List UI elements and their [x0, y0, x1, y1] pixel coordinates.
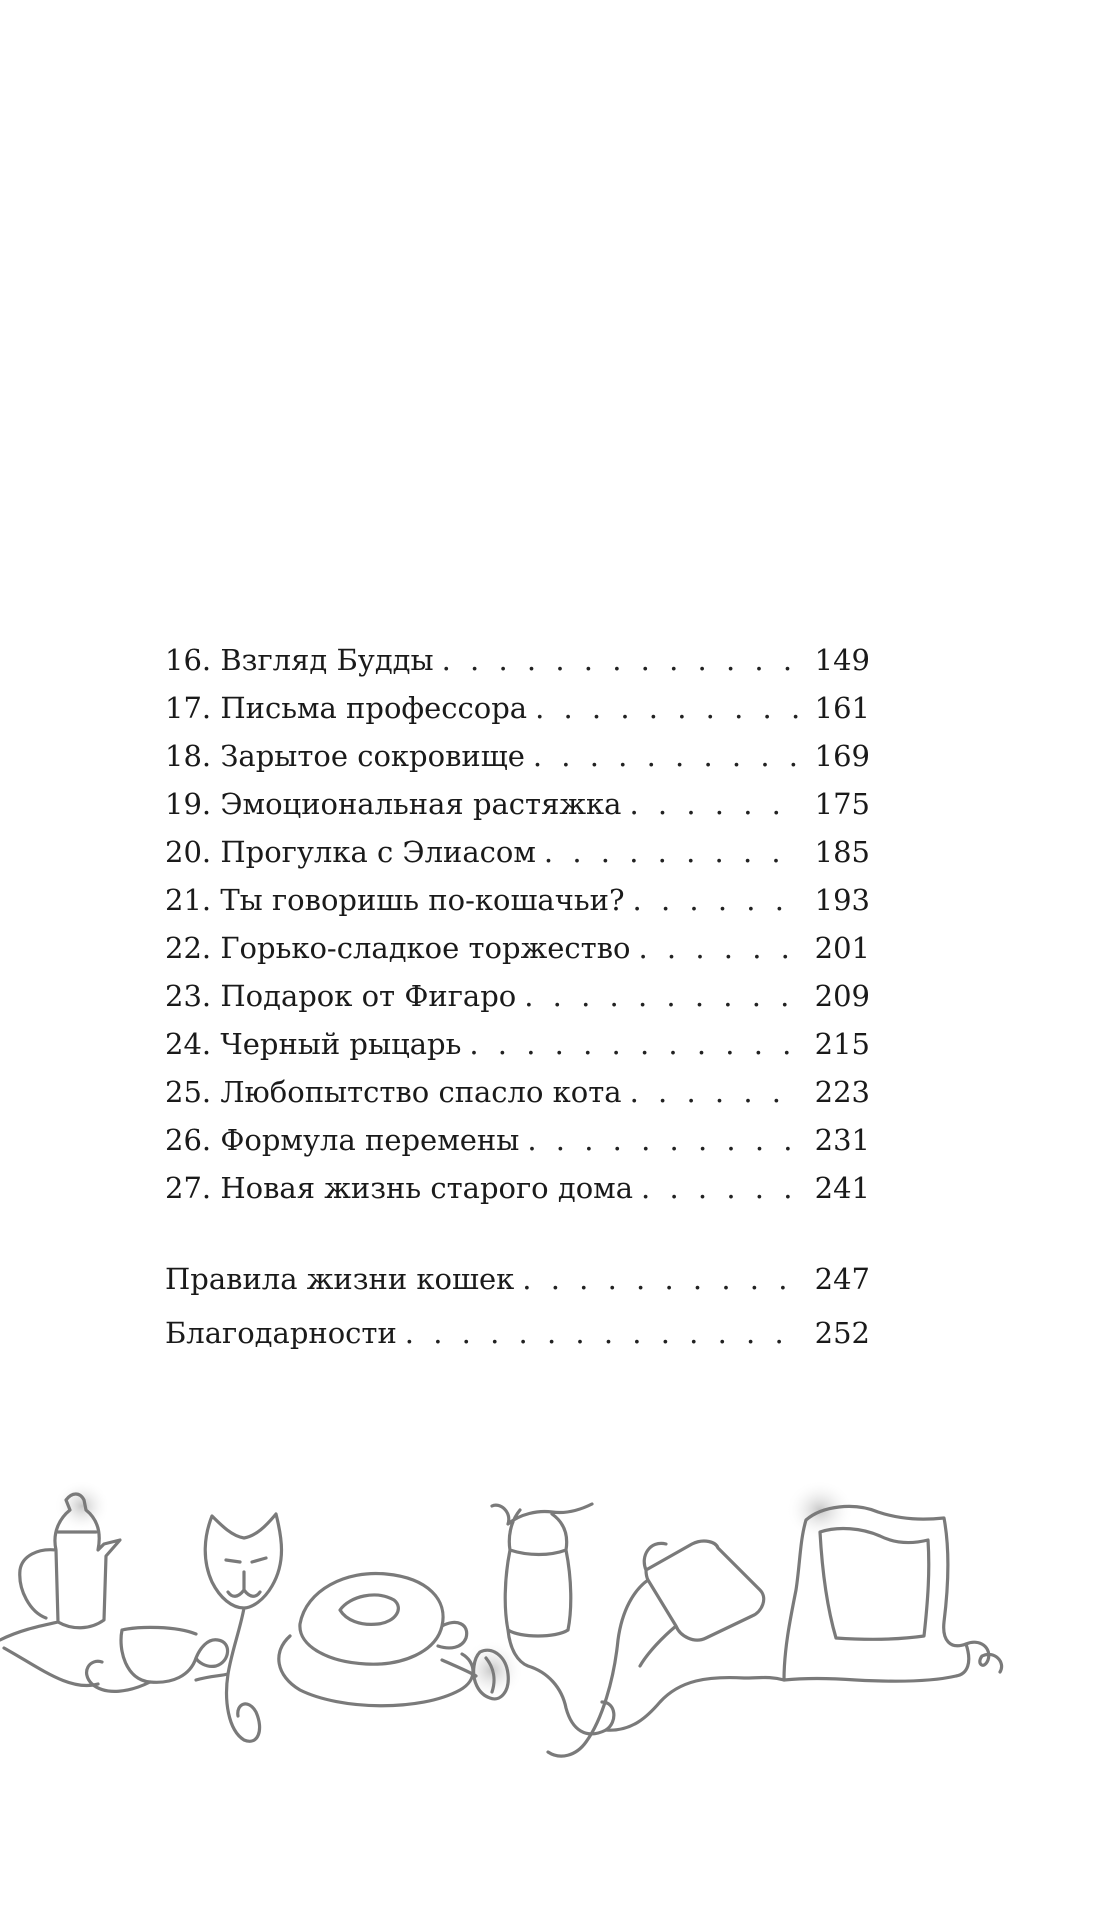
toc-entry-title: 19. Эмоциональная растяжка: [165, 787, 622, 821]
toc-dot-leader: [641, 1164, 801, 1212]
toc-entry: [165, 924, 870, 972]
toc-entry-page-number: 241: [814, 1171, 870, 1205]
toc-entry-page-number: 201: [814, 931, 870, 965]
toc-entry: [165, 780, 870, 828]
toc-entry-page-number: 161: [814, 691, 870, 725]
appendix-list: [165, 1252, 870, 1360]
toc-entry-page-number: 169: [814, 739, 870, 773]
toc-entry-title: Благодарности: [165, 1316, 397, 1350]
toc-entry-title: 20. Прогулка с Элиасом: [165, 835, 536, 869]
toc-entry: [165, 1068, 870, 1116]
toc-dot-leader: [527, 1116, 800, 1164]
toc-dot-leader: [639, 924, 801, 972]
toc-dot-leader: [535, 684, 801, 732]
toc-entry-title: 26. Формула перемены: [165, 1123, 520, 1157]
toc-entry-page-number: 209: [814, 979, 870, 1013]
table-of-contents: [165, 636, 870, 1360]
toc-dot-leader: [544, 828, 801, 876]
toc-entry: [165, 636, 870, 684]
toc-entry-title: Правила жизни кошек: [165, 1262, 515, 1296]
line-art-cat-and-coffee-illustration: [0, 1440, 1100, 1780]
toc-entry: [165, 828, 870, 876]
toc-dot-leader: [442, 636, 801, 684]
toc-entry-page-number: 215: [814, 1027, 870, 1061]
toc-entry-title: 23. Подарок от Фигаро: [165, 979, 517, 1013]
toc-entry: [165, 1164, 870, 1212]
toc-entry-title: 25. Любопытство спасло кота: [165, 1075, 622, 1109]
toc-entry-title: 22. Горько-сладкое торжество: [165, 931, 631, 965]
toc-entry-page-number: 193: [814, 883, 870, 917]
toc-dot-leader: [524, 972, 800, 1020]
toc-dot-leader: [633, 876, 801, 924]
toc-dot-leader: [469, 1020, 800, 1068]
toc-entry-title: 21. Ты говоришь по-кошачьи?: [165, 883, 625, 917]
toc-entry-page-number: 231: [814, 1123, 870, 1157]
toc-entry-title: 17. Письма профессора: [165, 691, 528, 725]
toc-entry-page-number: 185: [814, 835, 870, 869]
toc-entry-title: 27. Новая жизнь старого дома: [165, 1171, 634, 1205]
toc-entry: [165, 1306, 870, 1360]
chapter-list: [165, 636, 870, 1212]
toc-entry: [165, 972, 870, 1020]
toc-dot-leader: [629, 780, 800, 828]
small-cup-icon: [87, 1627, 228, 1691]
toc-spacer: [165, 1212, 870, 1252]
toc-entry-page-number: 175: [814, 787, 870, 821]
toc-entry-page-number: 149: [814, 643, 870, 677]
toc-entry-title: 18. Зарытое сокровище: [165, 739, 525, 773]
coffee-cup-icon: [279, 1573, 473, 1705]
milk-jug-icon: [548, 1541, 764, 1756]
toc-entry-page-number: 247: [814, 1262, 870, 1296]
toc-dot-leader: [405, 1306, 801, 1360]
toc-dot-leader: [630, 1068, 801, 1116]
toc-entry: [165, 684, 870, 732]
toc-entry: [165, 876, 870, 924]
cat-head-icon: [205, 1514, 281, 1741]
toc-entry-page-number: 252: [814, 1316, 870, 1350]
toc-entry: [165, 1020, 870, 1068]
coffee-grinder-icon: [492, 1504, 614, 1734]
toc-entry: [165, 732, 870, 780]
toc-entry-page-number: 223: [814, 1075, 870, 1109]
toc-entry-title: 16. Взгляд Будды: [165, 643, 434, 677]
toc-entry: [165, 1116, 870, 1164]
toc-dot-leader: [533, 732, 801, 780]
toc-entry-title: 24. Черный рыцарь: [165, 1027, 462, 1061]
toc-dot-leader: [522, 1252, 800, 1306]
toc-entry: [165, 1252, 870, 1306]
